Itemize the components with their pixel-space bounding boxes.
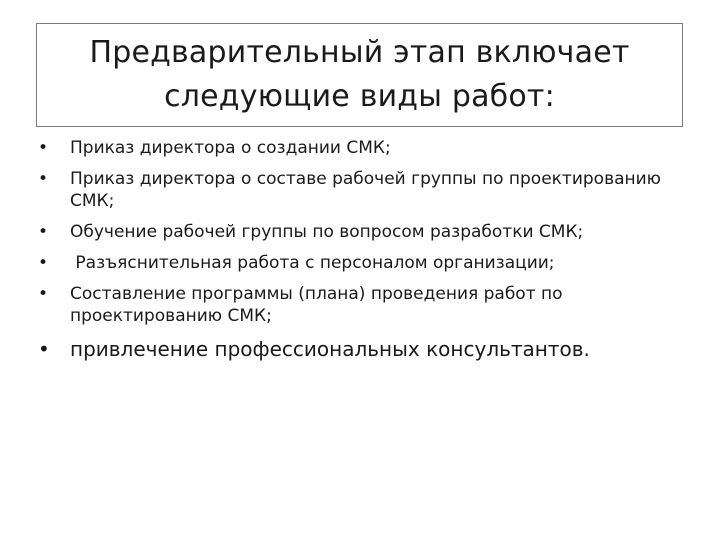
list-item-text: привлечение профессиональных консультантов.	[70, 337, 590, 361]
slide-title: Предварительный этап включает следующие виды работ:	[89, 35, 630, 114]
list-item-text: Приказ директора о составе рабочей группы по проектированию СМК;	[70, 169, 661, 211]
list-item	[36, 221, 686, 243]
list-item-text: Обучение рабочей группы по вопросом разработки СМК;	[70, 222, 584, 242]
list-item	[36, 137, 686, 159]
list-item-text: Составление программы (плана) проведения работ по проектированию СМК;	[70, 284, 563, 326]
list-item	[36, 168, 686, 212]
title-box	[36, 23, 683, 127]
list-item	[36, 283, 686, 327]
bullet-list	[36, 137, 686, 371]
bullet-icon: •	[38, 284, 49, 304]
list-item-text: Приказ директора о создании СМК;	[70, 138, 391, 158]
bullet-icon: •	[38, 169, 49, 189]
bullet-icon: •	[38, 337, 50, 361]
bullet-icon: •	[38, 222, 49, 242]
list-item	[36, 336, 686, 362]
bullet-icon: •	[38, 138, 49, 158]
list-item	[36, 252, 686, 274]
list-item-text: Разъяснительная работа с персоналом организации;	[70, 253, 555, 273]
bullet-icon: •	[38, 253, 49, 273]
